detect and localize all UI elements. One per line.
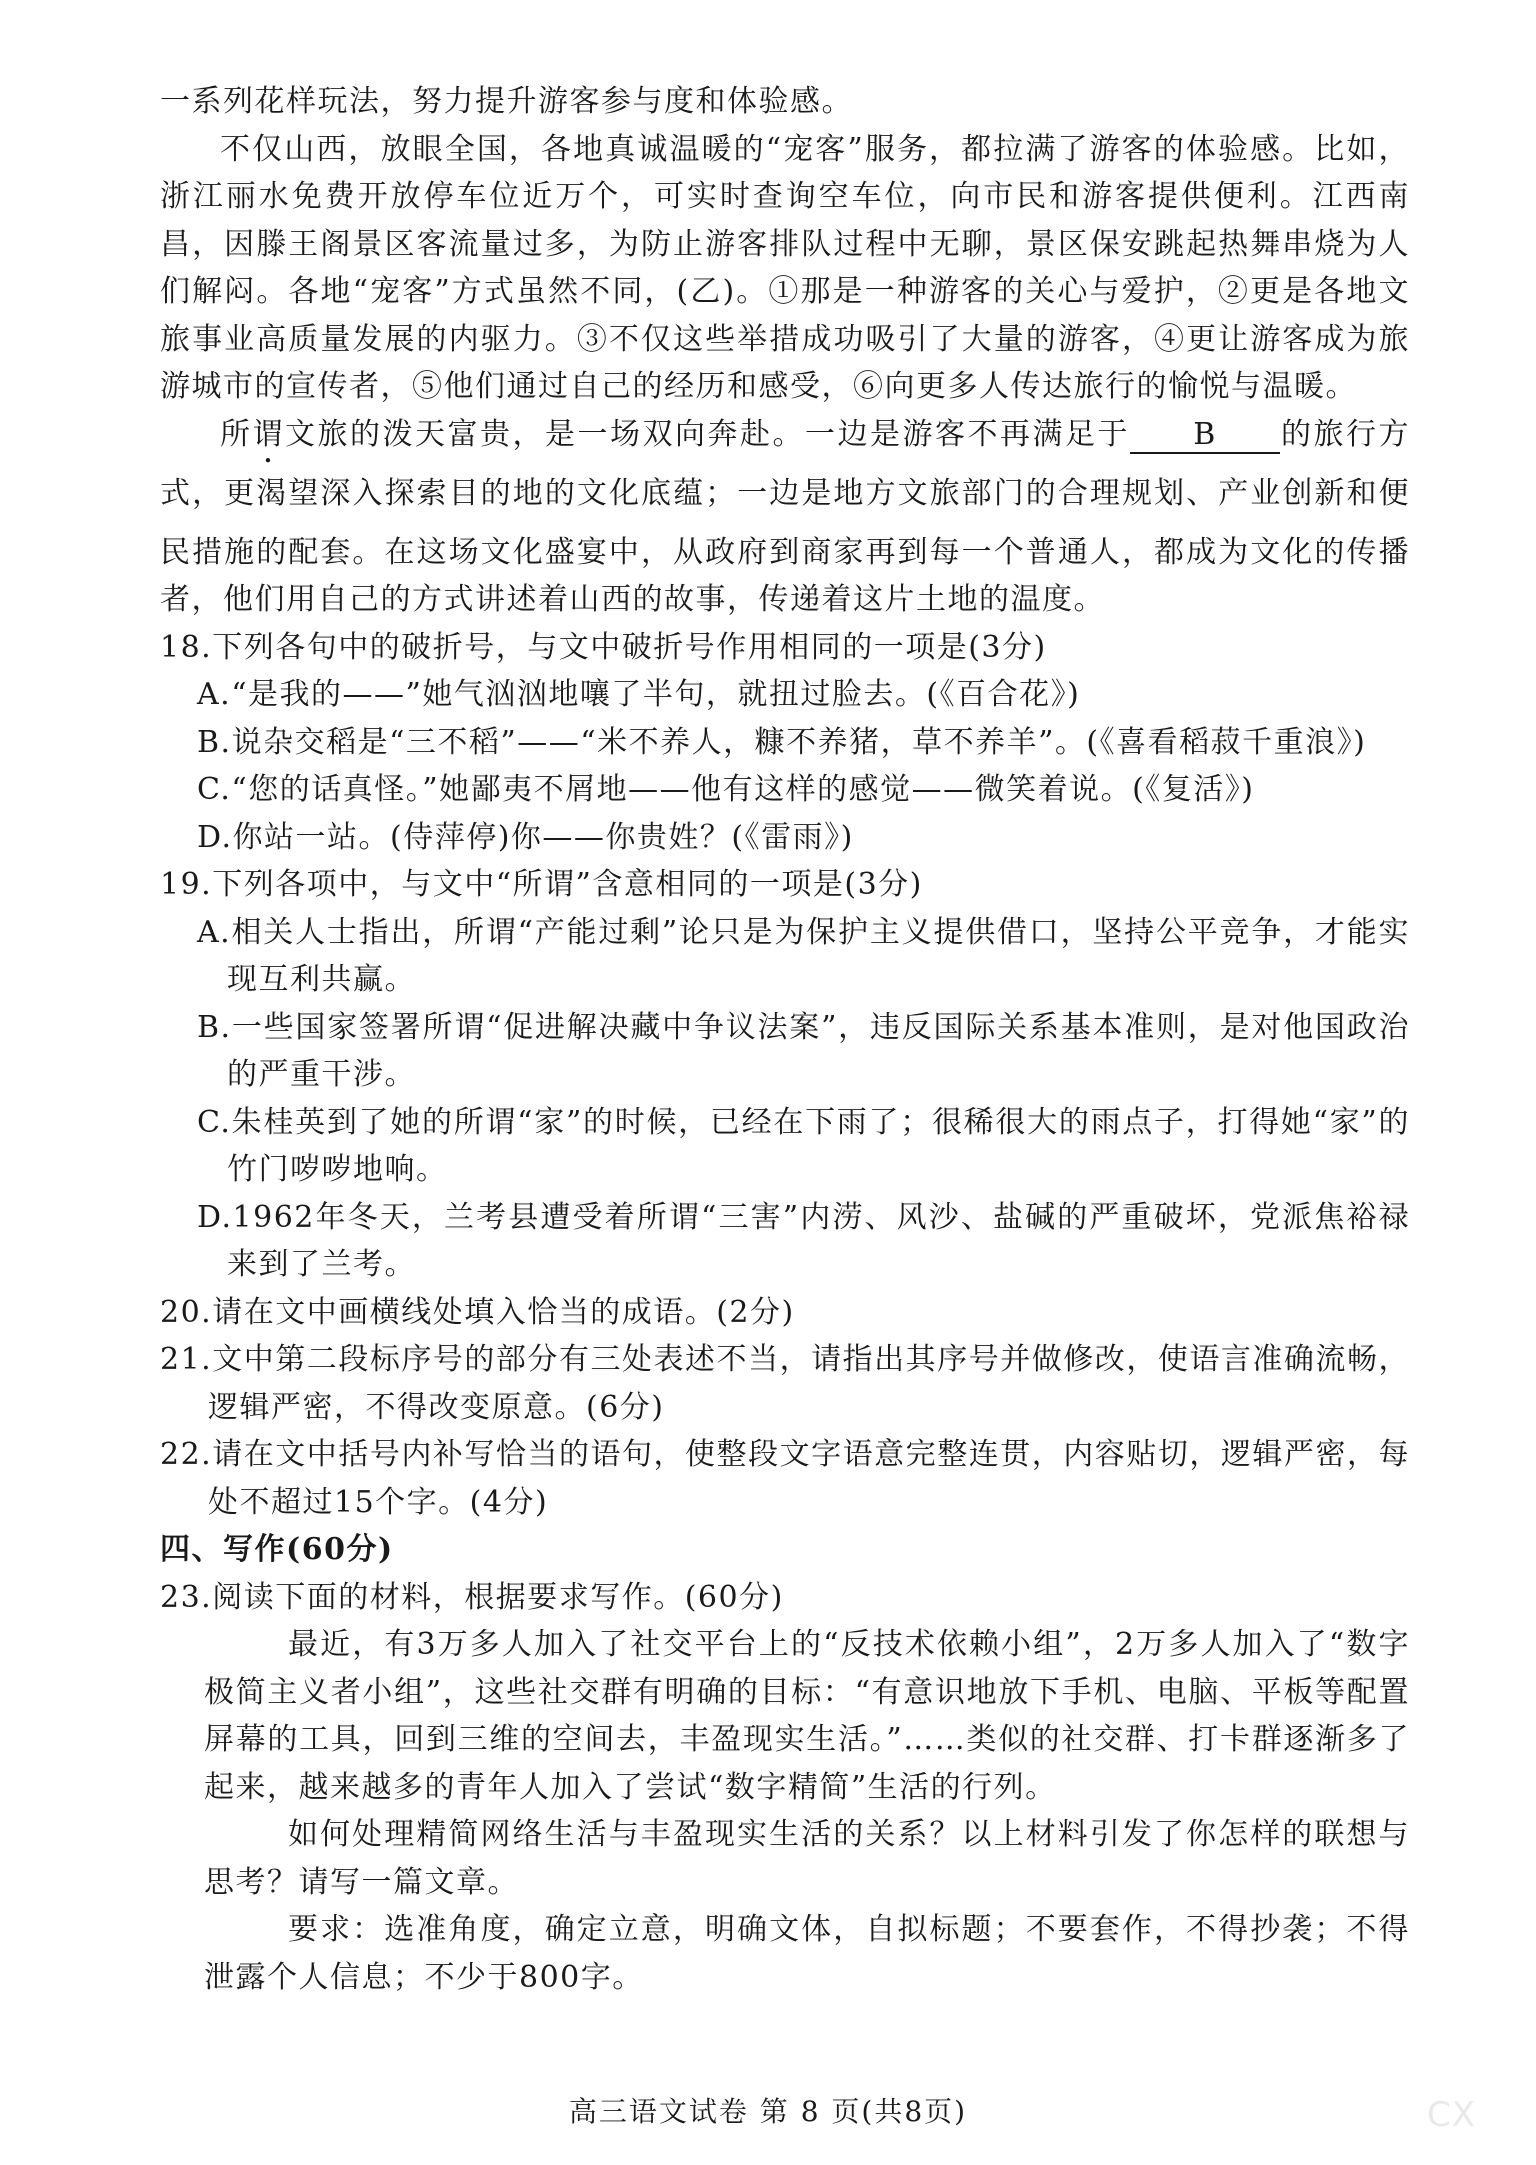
question-23: 23.阅读下面的材料，根据要求写作。(60分) xyxy=(160,1579,784,1615)
q19-option-a: A.相关人士指出，所谓“产能过剩”论只是为保护主义提供借口，坚持公平竞争，才能实现互利共赢。 xyxy=(197,914,1410,997)
passage-text: 文旅的泼天富贵，是一场双向奔赴。一边是游客不再满足于 xyxy=(285,416,1130,452)
page-footer: 高三语文试卷 第 8 页(共8页) xyxy=(568,2095,968,2128)
question-19: 19.下列各项中，与文中“所谓”含意相同的一项是(3分) xyxy=(160,867,923,902)
question-22: 22.请在文中括号内补写恰当的语句，使整段文字语意完整连贯，内容贴切，逻辑严密，每处不超过15个字。(4分) xyxy=(160,1437,1410,1520)
q23-material: 最近，有3万多人加入了社交平台上的“反技术依赖小组”，2万多人加入了“数字极简主义者小组”，这些社交群有明确的目标：“有意识地放下手机、电脑、平板等配置屏幕的工具，回到三维的空间去，丰盈现实生活。”……类似的社交群、打卡群逐渐多了起来，越来越多的青年人加入了尝试“数字精简”生活的行列。 xyxy=(204,1627,1410,1805)
passage-paragraph-1-tail: 一系列花样玩法，努力提升游客参与度和体验感。 xyxy=(160,84,853,119)
q18-option-c: C.“您的话真怪。”她鄙夷不屑地——他有这样的感觉——微笑着说。(《复活》) xyxy=(197,772,1255,807)
question-21: 21.文中第二段标序号的部分有三处表述不当，请指出其序号并做修改，使语言准确流畅，逻辑严密，不得改变原意。(6分) xyxy=(160,1342,1410,1425)
question-20: 20.请在文中画横线处填入恰当的成语。(2分) xyxy=(160,1294,795,1330)
passage-text: 更渴望深入探索目的地的文化底蕴；一边是地方文旅部门的合理规划、产业创新和便民措施的配套。在这场文化盛宴中，从政府到商家再到每一个普通人，都成为文化的传播者，他们用自己的方式讲述着山西的故事，传递着这片土地的温度。 xyxy=(160,475,1411,617)
q19-option-c: C.朱桂英到了她的所谓“家”的时候，已经在下雨了；很稀很大的雨点子，打得她“家”的竹门哕哕地响。 xyxy=(197,1104,1410,1187)
q23-prompt: 如何处理精简网络生活与丰盈现实生活的关系？以上材料引发了你怎样的联想与思考？请写一篇文章。 xyxy=(204,1817,1410,1900)
passage-paragraph-2: 不仅山西，放眼全国，各地真诚温暖的“宠客”服务，都拉满了游客的体验感。比如，浙江丽水免费开放停车位近万个，可实时查询空车位，向市民和游客提供便利。江西南昌，因滕王阁景区客流量过多，为防止游客排队过程中无聊，景区保安跳起热舞串烧为人们解闷。各地“宠客”方式虽然不同，(乙)。①那是一种游客的关心与爱护，②更是各地文旅事业高质量发展的内驱力。③不仅这些举措成功吸引了大量的游客，④更让游客成为旅游城市的宣传者，⑤他们通过自己的经历和感受，⑥向更多人传达旅行的愉悦与温暖。 xyxy=(160,131,1410,404)
q18-option-b: B.说杂交稻是“三不稻”——“米不养人，糠不养猪，草不养羊”。(《喜看稻菽千重浪》) xyxy=(197,724,1367,760)
passage-text: 的旅行方式 xyxy=(160,416,1410,511)
q23-requirements: 要求：选准角度，确定立意，明确文体，自拟标题；不要套作，不得抄袭；不得泄露个人信息；不少于800字。 xyxy=(204,1912,1410,1995)
question-18: 18.下列各句中的破折号，与文中破折号作用相同的一项是(3分) xyxy=(160,629,1047,665)
emphasized-mark: ， xyxy=(192,475,225,511)
exam-page xyxy=(160,78,1410,2001)
q19-option-b: B.一些国家签署所谓“促进解决藏中争议法案”，违反国际关系基本准则，是对他国政治的严重干涉。 xyxy=(197,1009,1410,1092)
passage-text: 所 xyxy=(220,416,253,452)
section-writing-heading: 四、写作(60分) xyxy=(160,1532,394,1567)
watermark: CX xyxy=(1426,2095,1476,2135)
q19-option-d: D.1962年冬天，兰考县遭受着所谓“三害”内涝、风沙、盐碱的严重破坏，党派焦裕禄来到了兰考。 xyxy=(197,1199,1410,1282)
q18-option-a: A.“是我的——”她气汹汹地嚷了半句，就扭过脸去。(《百合花》) xyxy=(197,677,1081,712)
passage-paragraph-3 xyxy=(160,411,1410,624)
q18-option-d: D.你站一站。(侍萍停)你——你贵姓？(《雷雨》) xyxy=(197,819,854,855)
emphasized-word: 谓 xyxy=(252,416,285,452)
fill-blank-b: B xyxy=(1130,418,1280,454)
